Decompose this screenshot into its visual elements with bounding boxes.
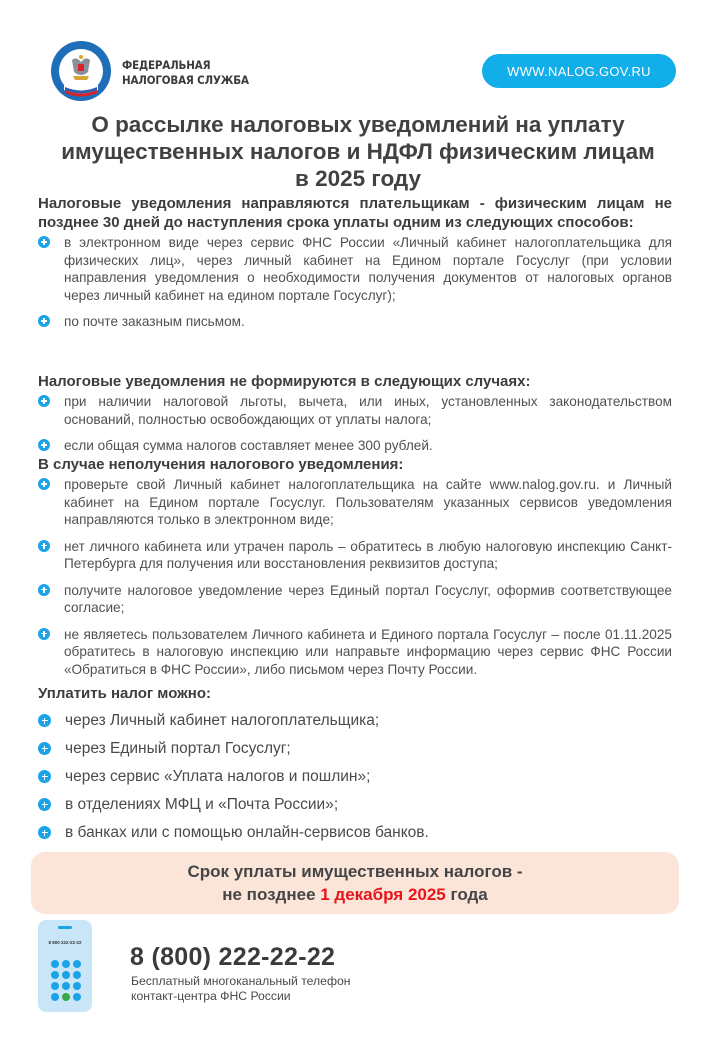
section-heading: В случае неполучения налогового уведомления:	[38, 456, 404, 473]
title-line-3: в 2025 году	[295, 166, 421, 191]
keypad-dot	[73, 971, 81, 979]
list-item	[38, 437, 672, 455]
keypad-dot	[51, 960, 59, 968]
section-payment-methods	[38, 684, 672, 851]
plus-circle-icon	[38, 714, 51, 727]
plus-circle-icon	[38, 628, 50, 640]
org-name-line-2: НАЛОГОВАЯ СЛУЖБА	[122, 73, 249, 87]
phone-screen-number: 8 800 222-22-22	[48, 940, 82, 945]
title-line-1: О рассылке налоговых уведомлений на уплату	[91, 112, 625, 137]
list-item-text: через сервис «Уплата налогов и пошлин»;	[65, 768, 371, 785]
list-item	[38, 476, 672, 529]
plus-circle-icon	[38, 826, 51, 839]
list-item-text: в отделениях МФЦ и «Почта России»;	[65, 796, 339, 813]
phone-keypad	[51, 960, 81, 1001]
list-item	[38, 234, 672, 304]
deadline-date: 1 декабря 2025	[320, 885, 446, 904]
list-item	[38, 626, 672, 679]
not-formed-list	[38, 393, 672, 455]
plus-circle-icon	[38, 540, 50, 552]
keypad-dot	[73, 960, 81, 968]
keypad-dot	[51, 993, 59, 1001]
organization-name	[122, 58, 249, 88]
keypad-dot	[73, 993, 81, 1001]
section-delivery-methods	[38, 194, 672, 340]
keypad-dot	[51, 971, 59, 979]
keypad-dot	[51, 982, 59, 990]
plus-circle-icon	[38, 439, 50, 451]
plus-circle-icon	[38, 584, 50, 596]
list-item-text: по почте заказным письмом.	[64, 314, 245, 329]
org-name-line-1: ФЕДЕРАЛЬНАЯ	[122, 58, 211, 72]
list-item	[38, 538, 672, 573]
section-heading: Уплатить налог можно:	[38, 685, 212, 702]
list-item-text: через Личный кабинет налогоплательщика;	[65, 712, 380, 729]
fns-emblem-logo	[50, 40, 112, 102]
deadline-prefix: не позднее	[222, 885, 321, 904]
payment-methods-list	[38, 711, 672, 843]
list-item-text: в электронном виде через сервис ФНС России «Личный кабинет налогоплательщика для физических лиц», через личный кабинет на Едином портале Госуслуг (при условии направления уведомления о необходимости получения документов от налоговых органов через личный кабинет на едином портале Госуслуг);	[64, 235, 672, 303]
page-title	[40, 111, 676, 192]
phone-speaker	[58, 926, 72, 929]
hotline-description	[131, 974, 350, 1004]
list-item-text: нет личного кабинета или утрачен пароль – обратитесь в любую налоговую инспекцию Санкт-Петербурга для получения или восстановления реквизитов доступа;	[64, 538, 672, 571]
website-link-button[interactable]: WWW.NALOG.GOV.RU	[482, 54, 676, 88]
list-item	[38, 739, 672, 759]
delivery-methods-list	[38, 234, 672, 331]
hotline-desc-line-2: контакт-центра ФНС России	[131, 989, 291, 1003]
keypad-dot	[62, 971, 70, 979]
plus-circle-icon	[38, 770, 51, 783]
section-not-formed	[38, 372, 672, 464]
keypad-dot	[62, 982, 70, 990]
list-item-text: не являетесь пользователем Личного кабинета и Единого портала Госуслуг – после 01.11.2025 обратитесь в налоговую инспекцию или направьте информацию через сервис ФНС России «Обратиться в ФНС России», либо письмом через Почту России.	[64, 626, 672, 677]
list-item	[38, 313, 672, 331]
hotline-desc-line-1: Бесплатный многоканальный телефон	[131, 974, 351, 988]
deadline-line-2	[31, 883, 679, 906]
plus-circle-icon	[38, 798, 51, 811]
list-item-text: проверьте свой Личный кабинет налогоплательщика на сайте www.nalog.gov.ru. и Личный кабинет на Едином портале Госуслуг. Пользователям указанных сервисов уведомления направляются только в электронном виде;	[64, 477, 672, 527]
plus-circle-icon	[38, 478, 50, 490]
header	[0, 0, 716, 110]
list-item	[38, 823, 672, 843]
list-item	[38, 795, 672, 815]
plus-circle-icon	[38, 395, 50, 407]
plus-circle-icon	[38, 236, 50, 248]
section-lead: Налоговые уведомления направляются плательщикам - физическим лицам не позднее 30 дней до наступления срока уплаты одним из следующих способов:	[38, 195, 672, 231]
deadline-suffix: года	[445, 885, 488, 904]
list-item	[38, 767, 672, 787]
list-item-text: если общая сумма налогов составляет менее 300 рублей.	[64, 438, 433, 453]
list-item-text: в банках или с помощью онлайн-сервисов банков.	[65, 824, 429, 841]
deadline-line-1: Срок уплаты имущественных налогов -	[187, 862, 523, 881]
keypad-dot	[62, 960, 70, 968]
list-item	[38, 711, 672, 731]
keypad-dot	[73, 982, 81, 990]
deadline-banner	[31, 852, 679, 914]
section-heading: Налоговые уведомления не формируются в следующих случаях:	[38, 373, 531, 390]
list-item	[38, 582, 672, 617]
list-item-text: при наличии налоговой льготы, вычета, или иных, установленных законодательством оснований, полностью освобождающих от уплаты налога;	[64, 394, 672, 427]
not-received-list	[38, 476, 672, 678]
section-not-received	[38, 455, 672, 687]
phone-icon	[38, 920, 92, 1012]
plus-circle-icon	[38, 742, 51, 755]
title-line-2: имущественных налогов и НДФЛ физическим лицам	[61, 139, 655, 164]
plus-circle-icon	[38, 315, 50, 327]
keypad-call-dot	[62, 993, 70, 1001]
list-item-text: получите налоговое уведомление через Единый портал Госуслуг, оформив соответствующее согласие;	[64, 582, 672, 615]
hotline-phone-number[interactable]: 8 (800) 222-22-22	[130, 943, 336, 971]
list-item-text: через Единый портал Госуслуг;	[65, 740, 291, 757]
list-item	[38, 393, 672, 428]
